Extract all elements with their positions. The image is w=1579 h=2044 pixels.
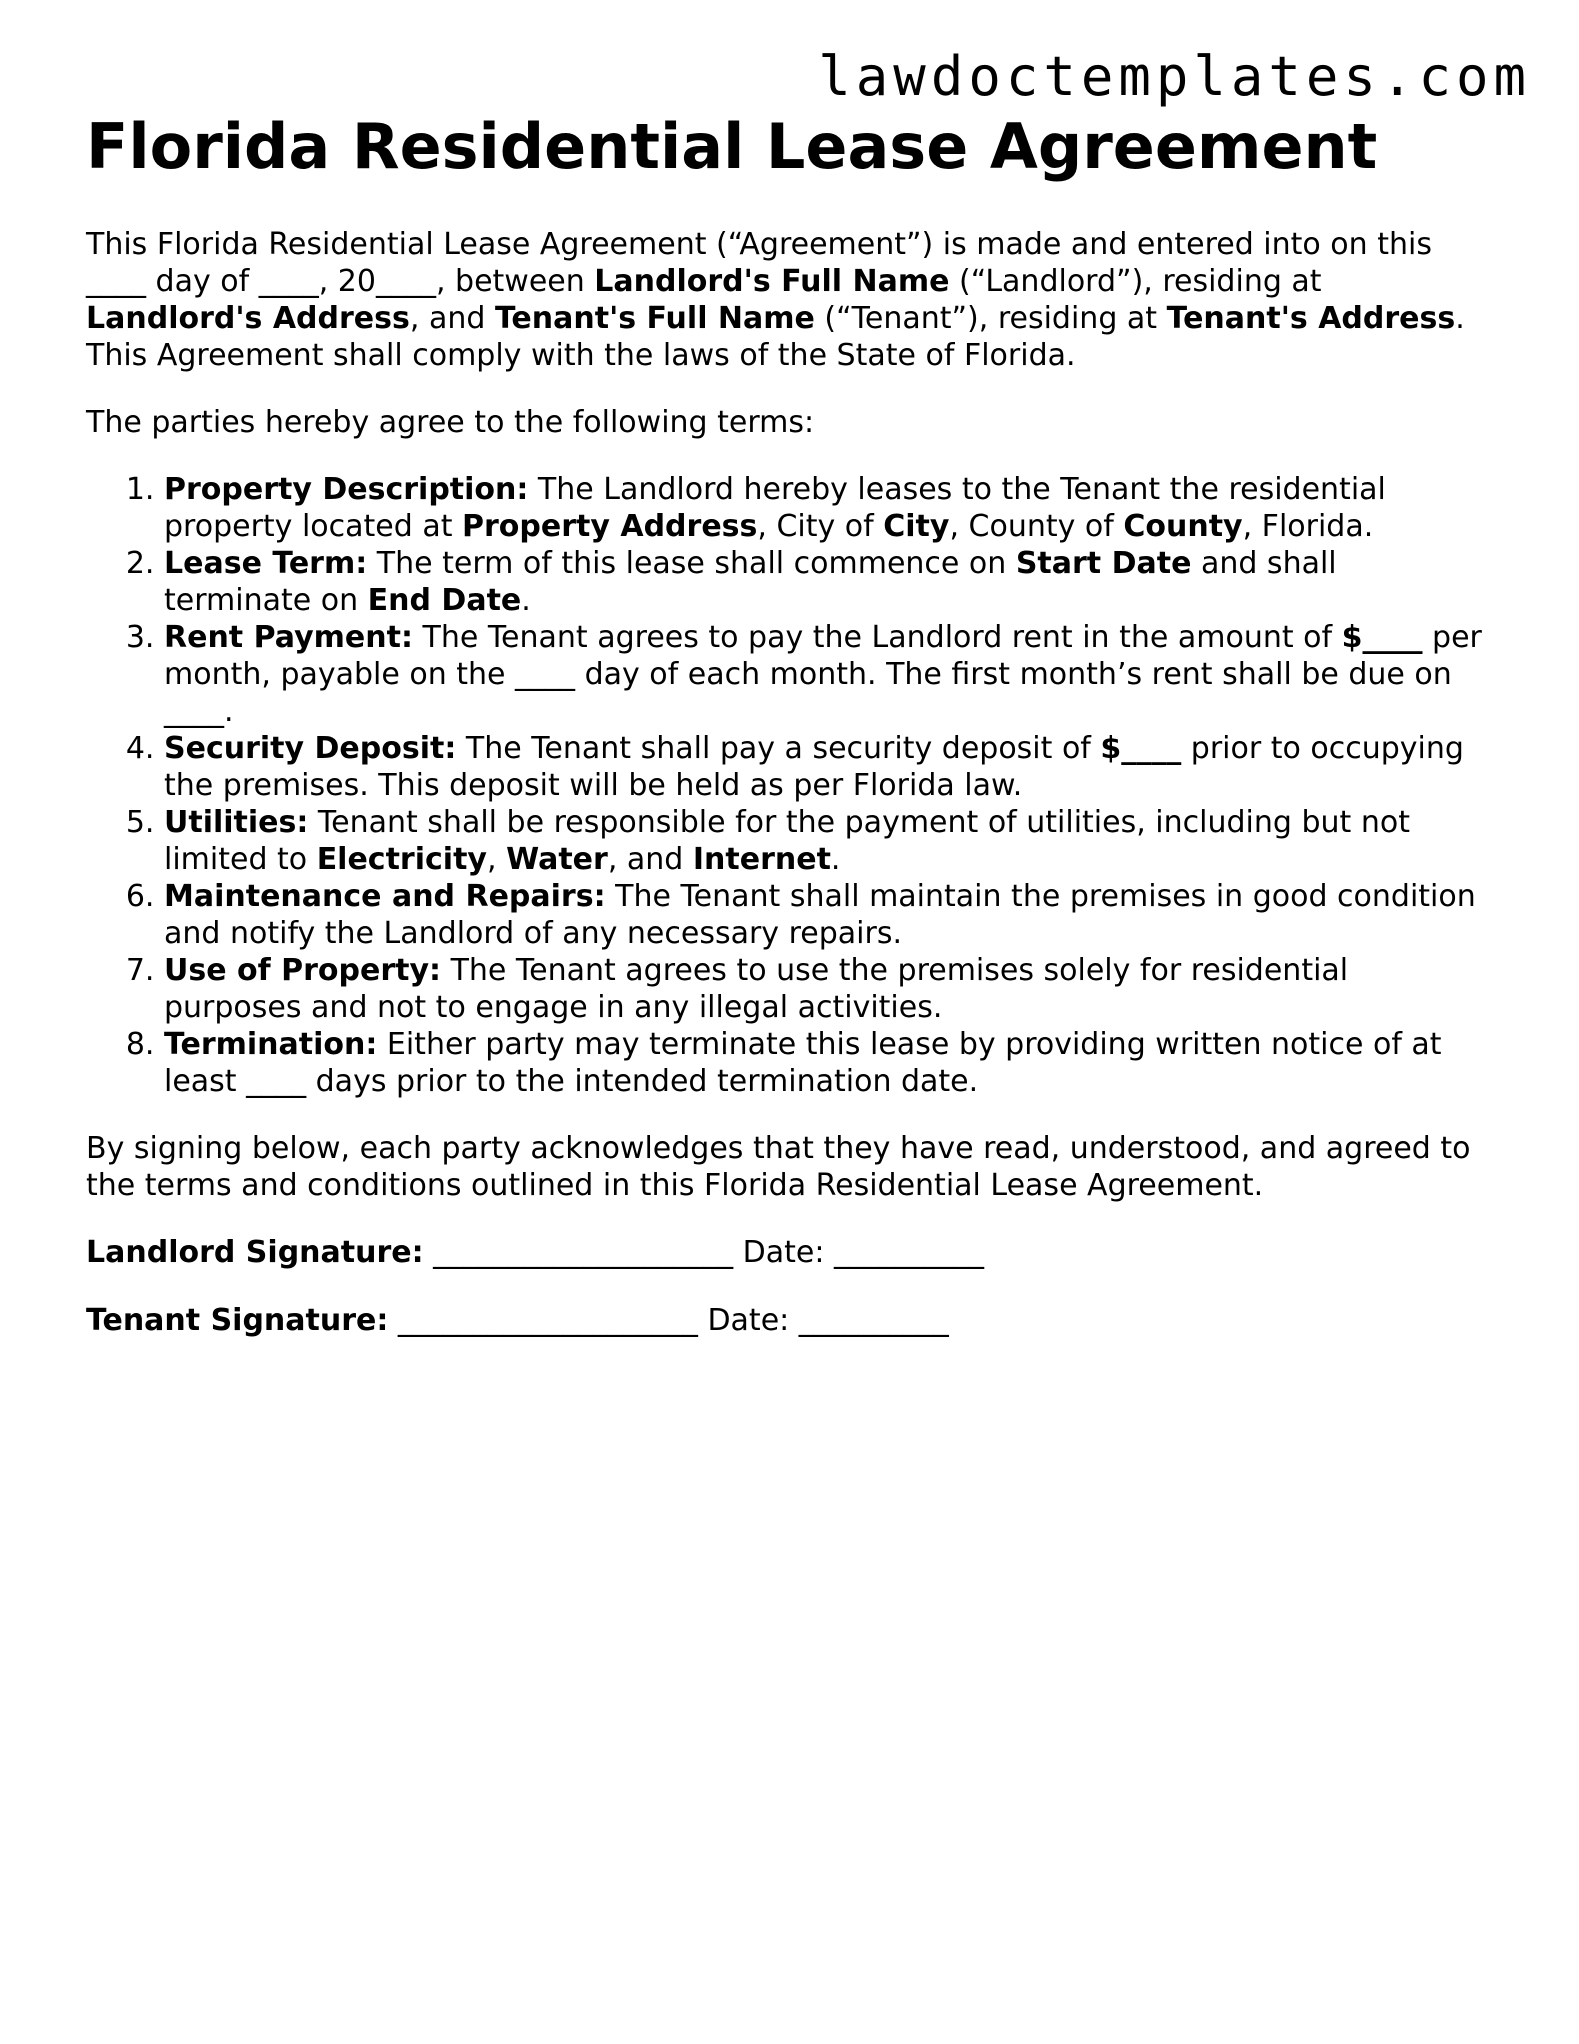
terms-list <box>86 471 1486 1100</box>
utility-internet: Internet <box>692 842 831 877</box>
term-text: , County of <box>949 509 1124 544</box>
landlord-address: Landlord's Address <box>86 301 410 336</box>
term-text: The Tenant shall pay a security deposit of <box>456 731 1101 766</box>
term-lease-term <box>164 545 1486 619</box>
tenant-address: Tenant's Address <box>1166 301 1456 336</box>
term-text: , <box>486 842 507 877</box>
deposit-amount: $____ <box>1100 731 1182 766</box>
rent-amount: $____ <box>1341 620 1423 655</box>
term-property-description <box>164 471 1486 545</box>
site-watermark: lawdoctemplates.com <box>818 45 1531 108</box>
landlord-signature-label: Landlord Signature: <box>86 1235 424 1270</box>
term-text: The Tenant agrees to pay the Landlord rent in the amount of <box>412 620 1342 655</box>
terms-intro: The parties hereby agree to the following terms: <box>86 405 815 440</box>
intro-text-5: . This Agreement shall comply with the laws of the State of Florida. <box>86 301 1465 373</box>
intro-text-3: , and <box>409 301 495 336</box>
term-text: , and <box>607 842 693 877</box>
term-text: , Florida. <box>1242 509 1374 544</box>
term-heading: Rent Payment: <box>164 620 413 655</box>
tenant-signature-blanks: ____________________ Date: __________ <box>388 1303 949 1338</box>
utility-electricity: Electricity <box>316 842 487 877</box>
document-title: Florida Residential Lease Agreement <box>86 110 1378 183</box>
tenant-signature-line <box>86 1302 1486 1339</box>
term-text: and shall terminate on <box>164 546 1337 618</box>
landlord-signature-line <box>86 1234 1486 1271</box>
term-heading: Security Deposit: <box>164 731 457 766</box>
utility-water: Water <box>506 842 608 877</box>
term-heading: Use of Property: <box>164 953 442 988</box>
term-security-deposit <box>164 730 1486 804</box>
term-text: The Tenant shall maintain the premises in good condition and notify the Landlord of any necessary repairs. <box>164 879 1476 951</box>
term-termination <box>164 1026 1486 1100</box>
term-rent-payment <box>164 619 1486 730</box>
property-county: County <box>1123 509 1243 544</box>
tenant-signature-label: Tenant Signature: <box>86 1303 389 1338</box>
term-text: per month, payable on the ____ day of each month. The first month’s rent shall be due on ____. <box>164 620 1482 729</box>
document-page <box>86 112 1486 1370</box>
term-utilities <box>164 804 1486 878</box>
term-text: , City of <box>757 509 884 544</box>
start-date: Start Date <box>1015 546 1192 581</box>
term-text: The Tenant agrees to use the premises solely for residential purposes and not to engage in any illegal activities. <box>164 953 1349 1025</box>
property-address: Property Address <box>462 509 758 544</box>
term-text: prior to occupying the premises. This deposit will be held as per Florida law. <box>164 731 1464 803</box>
term-maintenance <box>164 878 1486 952</box>
term-heading: Utilities: <box>164 805 309 840</box>
tenant-name: Tenant's Full Name <box>494 301 815 336</box>
term-text: The term of this lease shall commence on <box>367 546 1016 581</box>
closing-paragraph: By signing below, each party acknowledges that they have read, understood, and agreed to the terms and conditions outlined in this Florida Residential Lease Agreement. <box>86 1131 1471 1203</box>
intro-text-4: (“Tenant”), residing at <box>814 301 1167 336</box>
term-text: . <box>521 583 531 618</box>
term-text: . <box>830 842 841 877</box>
intro-text-1: This Florida Residential Lease Agreement (“Agreement”) is made and entered into on this ____ day of ____, 20____, between <box>86 227 1432 299</box>
term-heading: Termination: <box>164 1027 378 1062</box>
term-heading: Property Description: <box>164 472 529 507</box>
end-date: End Date <box>367 583 522 618</box>
property-city: City <box>883 509 950 544</box>
term-heading: Lease Term: <box>164 546 368 581</box>
landlord-name: Landlord's Full Name <box>594 264 950 299</box>
term-heading: Maintenance and Repairs: <box>164 879 606 914</box>
landlord-signature-blanks: ____________________ Date: __________ <box>423 1235 985 1270</box>
term-use-of-property <box>164 952 1486 1026</box>
term-text: Tenant shall be responsible for the payment of utilities, including but not limited to <box>164 805 1410 877</box>
intro-paragraph <box>86 226 1486 374</box>
term-text: Either party may terminate this lease by providing written notice of at least ____ days prior to the intended termination date. <box>164 1027 1442 1099</box>
intro-text-2: (“Landlord”), residing at <box>949 264 1322 299</box>
term-text: The Landlord hereby leases to the Tenant the residential property located at <box>164 472 1386 544</box>
